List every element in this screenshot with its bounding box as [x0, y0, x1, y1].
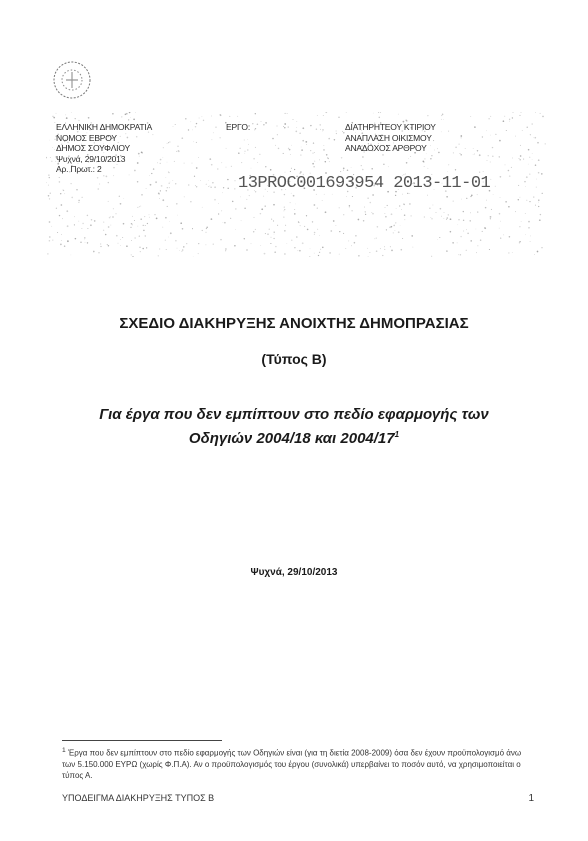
header-left-line: Αρ. Πρωτ.: 2	[56, 164, 102, 174]
footer-label: ΥΠΟΔΕΙΓΜΑ ΔΙΑΚΗΡΥΞΗΣ ΤΥΠΟΣ Β	[62, 793, 215, 803]
scope-line-2	[0, 425, 588, 449]
header-right-block	[345, 122, 535, 154]
header-left-line: ΝΟΜΟΣ ΕΒΡΟΥ	[56, 132, 117, 143]
project-label: ΕΡΓΟ:	[226, 122, 250, 132]
document-date: Ψυχνά, 29/10/2013	[250, 567, 338, 578]
header-left-block	[56, 122, 206, 175]
document-type: (Τύπος Β)	[261, 351, 327, 367]
footnote	[62, 745, 534, 781]
header-right-line: ΔΙΑΤΗΡΗΤΕΟΥ ΚΤΙΡΙΟΥ	[345, 122, 436, 132]
footnote-number: 1	[62, 747, 66, 754]
header-middle-block	[226, 122, 316, 133]
footnote-separator	[62, 740, 222, 741]
header-left-line: ΕΛΛΗΝΙΚΗ ΔΗΜΟΚΡΑΤΙΑ	[56, 122, 153, 132]
header-right-line: ΑΝΑΠΛΑΣΗ ΟΙΚΙΣΜΟΥ	[345, 132, 432, 143]
registry-stamp: 13PROC001693954 2013-11-01	[238, 174, 491, 193]
footnote-text: Έργα που δεν εμπίπτουν στο πεδίο εφαρμογής των Οδηγιών είναι (για τη διετία 2008-2009) όσα δεν έχουν προϋπολογισμό άνω των 5.150.000 ΕΥΡΩ (χωρίς Φ.Π.Α). Αν ο προϋπολογισμός του έργου (συνολικά) υπερβαίνει το ποσόν αυτό, να χρησιμοποιείται ο τύπος Α.	[62, 748, 522, 780]
header-left-line: ΔΗΜΟΣ ΣΟΥΦΛΙΟΥ	[56, 143, 130, 153]
document-scope	[0, 405, 588, 449]
footnote-marker: 1	[394, 430, 400, 439]
page-footer	[62, 793, 534, 803]
header-left-line: Ψυχνά, 29/10/2013	[56, 153, 126, 164]
scope-line-1: Για έργα που δεν εμπίπτουν στο πεδίο εφαρμογής των	[99, 406, 489, 423]
scope-line-2-text: Οδηγιών 2004/18 και 2004/17	[188, 430, 395, 447]
header-right-line: ΑΝΑΔΟΧΟΣ ΑΡΘΡΟΥ	[345, 143, 427, 153]
page-number: 1	[528, 793, 534, 804]
seal-emblem	[50, 58, 94, 102]
document-title: ΣΧΕΔΙΟ ΔΙΑΚΗΡΥΞΗΣ ΑΝΟΙΧΤΗΣ ΔΗΜΟΠΡΑΣΙΑΣ	[119, 315, 469, 332]
